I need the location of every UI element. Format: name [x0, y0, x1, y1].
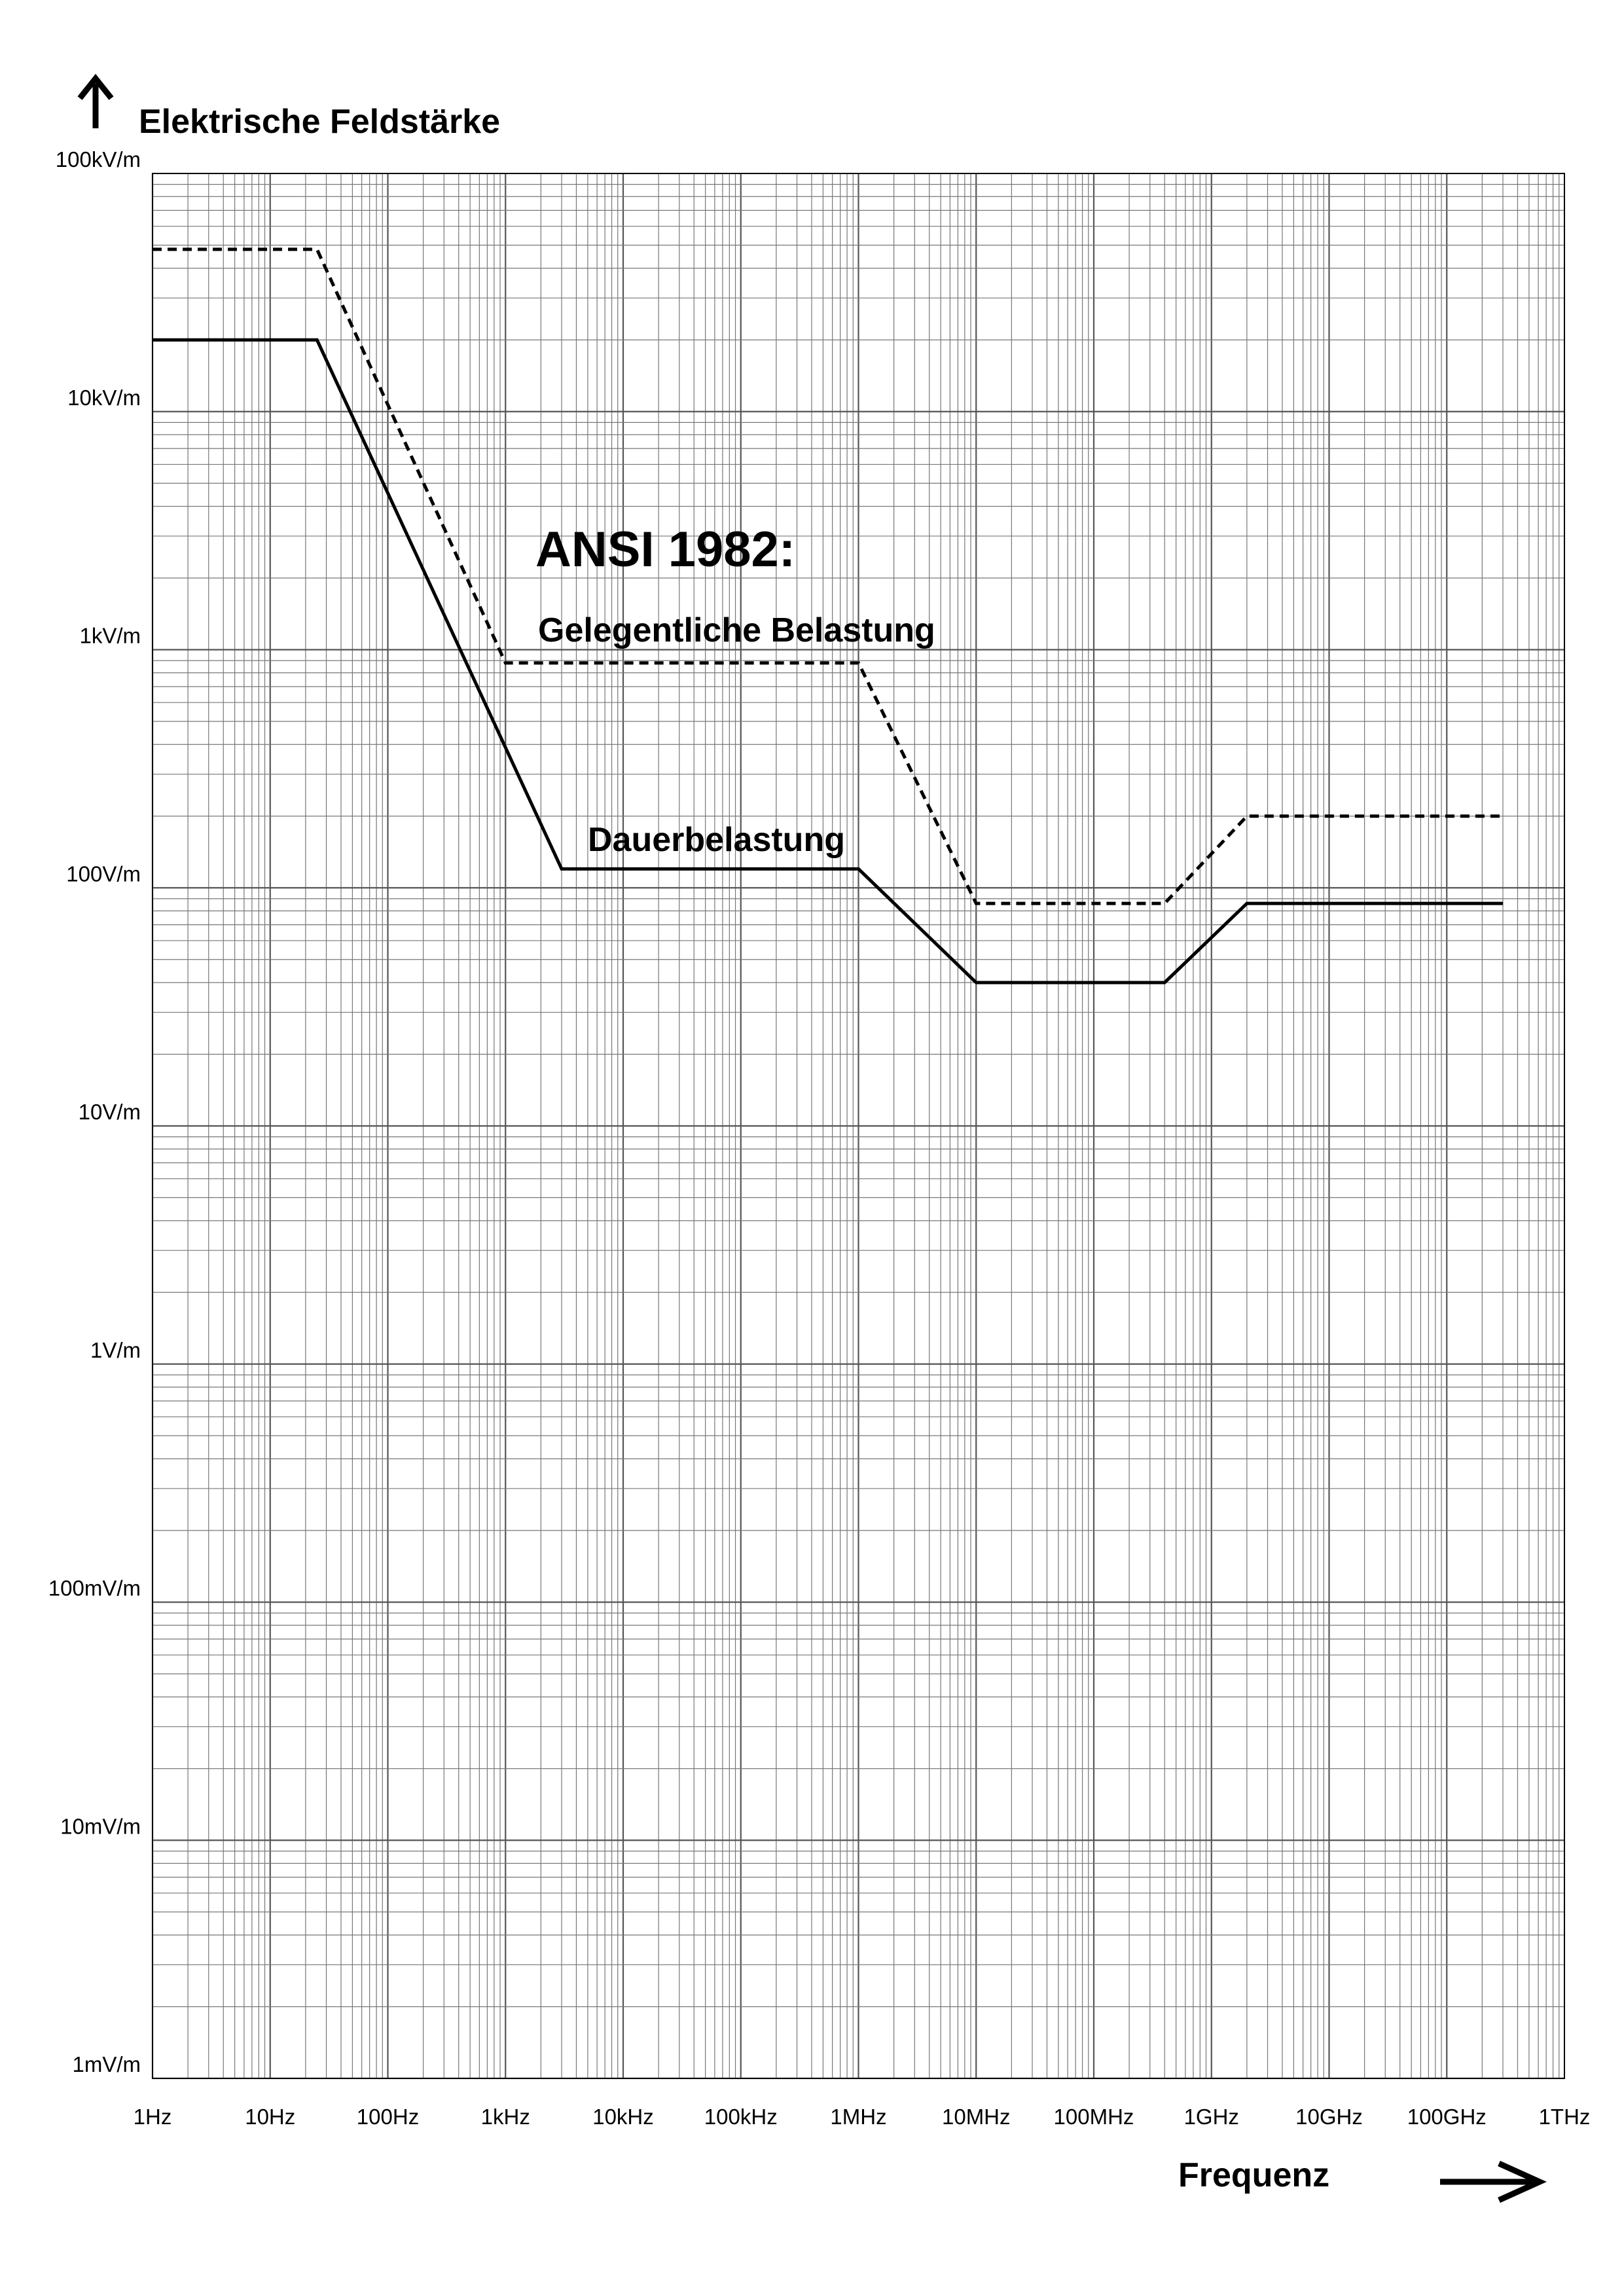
series-label-gelegentliche: Gelegentliche Belastung [538, 611, 935, 649]
y-tick-label: 10mV/m [60, 1814, 141, 1839]
x-tick-label: 100MHz [1053, 2105, 1134, 2129]
y-tick-label: 1V/m [90, 1337, 141, 1362]
x-tick-label: 10Hz [245, 2105, 296, 2129]
x-tick-label: 100Hz [356, 2105, 420, 2129]
y-tick-label: 10V/m [78, 1100, 141, 1124]
x-axis-title: Frequenz [1178, 2156, 1330, 2194]
y-tick-label: 100kV/m [55, 147, 141, 172]
y-tick-label: 1kV/m [79, 623, 141, 648]
y-axis-title: Elektrische Feldstärke [139, 103, 501, 141]
y-tick-label: 1mV/m [72, 2052, 141, 2076]
y-tick-label: 100mV/m [48, 1576, 141, 1601]
chart-title: ANSI 1982: [535, 522, 796, 577]
x-tick-label: 1kHz [480, 2105, 530, 2129]
series-label-dauer: Dauerbelastung [588, 821, 845, 859]
x-tick-label: 1GHz [1183, 2105, 1239, 2129]
x-tick-label: 100kHz [704, 2105, 778, 2129]
x-tick-label: 1Hz [133, 2105, 172, 2129]
x-tick-label: 10GHz [1295, 2105, 1363, 2129]
x-tick-label: 10kHz [592, 2105, 654, 2129]
x-tick-label: 100GHz [1407, 2105, 1487, 2129]
x-tick-label: 10MHz [941, 2105, 1011, 2129]
y-tick-label: 100V/m [66, 861, 141, 886]
x-tick-label: 1THz [1538, 2105, 1591, 2129]
x-tick-label: 1MHz [830, 2105, 887, 2129]
y-tick-label: 10kV/m [67, 385, 141, 410]
